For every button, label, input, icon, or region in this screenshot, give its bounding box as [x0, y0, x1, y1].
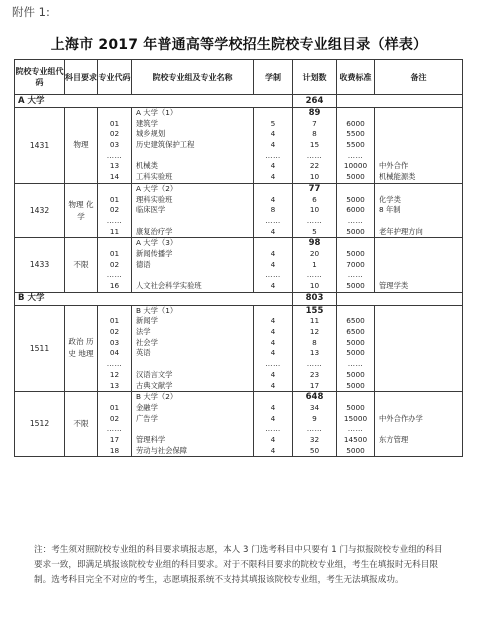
fee [337, 306, 374, 317]
remark [375, 381, 462, 392]
header-subject-requirement: 科目要求 [65, 60, 98, 95]
group-name: B 大学（1） [136, 305, 178, 315]
major-code-column [98, 183, 132, 237]
major-code-column [98, 305, 132, 392]
fee: 5500 [346, 140, 365, 150]
plan-count: 1 [312, 259, 317, 269]
group-row [15, 108, 463, 184]
duration: 4 [270, 402, 276, 412]
plan-count: 10 [309, 172, 320, 182]
remark-column [375, 305, 463, 392]
fee: 5000 [346, 172, 365, 182]
catalog-body [15, 95, 463, 457]
major-code [98, 108, 131, 119]
remark [375, 306, 462, 317]
header-major-code: 专业代码 [98, 60, 132, 95]
major-name [132, 216, 253, 227]
duration-column [254, 108, 293, 184]
fee: 10000 [343, 161, 368, 171]
major-name: 汉语言文学 [136, 369, 173, 379]
major-code-column [98, 392, 132, 457]
major-name-column [132, 108, 254, 184]
remark [375, 260, 462, 271]
fee: …… [347, 215, 364, 225]
major-name: 社会学 [136, 337, 158, 347]
major-name: 劳动与社会保障 [136, 445, 188, 455]
group-code: 1431 [15, 108, 65, 184]
duration: 4 [270, 129, 276, 139]
duration: 4 [270, 226, 276, 236]
group-total-plan: 98 [308, 238, 321, 249]
remark [375, 129, 462, 140]
major-name [132, 151, 253, 162]
remark [375, 119, 462, 130]
duration: …… [265, 270, 281, 280]
remark [375, 316, 462, 327]
fee: 6500 [346, 327, 365, 337]
duration: 4 [270, 380, 276, 390]
duration: 4 [270, 140, 276, 150]
fee [337, 184, 374, 195]
group-name: A 大学（2） [136, 183, 178, 193]
duration-column [254, 238, 293, 292]
remark: 机械能源类 [379, 172, 416, 182]
plan-count: 5 [312, 226, 317, 236]
duration: 4 [270, 337, 276, 347]
duration: 5 [270, 118, 276, 128]
duration: 4 [270, 348, 276, 358]
plan-count: 15 [309, 140, 320, 150]
duration: 4 [270, 172, 276, 182]
plan-count: …… [306, 424, 323, 434]
group-name: A 大学（3） [136, 238, 178, 248]
fee: 5000 [346, 380, 365, 390]
attachment-label: 附件 1: [12, 5, 50, 19]
major-name: 人文社会科学实验班 [136, 281, 202, 290]
remark: 老年护理方向 [379, 226, 423, 236]
remark [375, 392, 462, 403]
header-row [15, 60, 463, 95]
university-row-blank [337, 95, 463, 108]
group-total-plan: 77 [308, 183, 321, 194]
fee-column [337, 238, 375, 292]
duration [254, 108, 292, 119]
plan-count-column [293, 183, 337, 237]
plan-count: …… [306, 215, 323, 225]
fee: 5000 [346, 281, 365, 290]
major-code: 03 [109, 337, 120, 347]
major-code: …… [106, 215, 123, 225]
major-code: 04 [109, 348, 120, 358]
university-name: B 大学 [15, 292, 293, 305]
fee: 6500 [346, 316, 365, 326]
fee-column [337, 183, 375, 237]
duration: 4 [270, 248, 276, 258]
subject-requirement: 物理 [65, 108, 98, 184]
major-name: 工科实验班 [136, 172, 173, 182]
major-name-column [132, 392, 254, 457]
major-name: 建筑学 [136, 118, 158, 128]
major-code: 01 [109, 316, 120, 326]
duration: 4 [270, 327, 276, 337]
major-code: …… [106, 359, 123, 369]
university-total-plan: 803 [293, 292, 337, 305]
fee: 5000 [346, 194, 365, 204]
major-code-column [98, 238, 132, 292]
plan-count: …… [306, 359, 323, 369]
major-code [98, 238, 131, 249]
fee: 6000 [346, 118, 365, 128]
fee: 6000 [346, 205, 365, 215]
major-code: 01 [109, 194, 120, 204]
plan-count: 6 [312, 194, 317, 204]
fee [337, 108, 374, 119]
duration: 4 [270, 281, 276, 290]
major-code: 03 [109, 140, 120, 150]
remark [375, 184, 462, 195]
major-name: 历史建筑保护工程 [136, 140, 195, 150]
fee: 5000 [346, 369, 365, 379]
university-name: A 大学 [15, 95, 293, 108]
plan-count: 32 [309, 434, 320, 444]
major-code: 13 [109, 161, 120, 171]
plan-count: 8 [312, 337, 317, 347]
subject-requirement: 不限 [65, 392, 98, 457]
university-row [15, 292, 463, 305]
remark: 中外合作办学 [379, 413, 423, 423]
fee: 14500 [343, 434, 368, 444]
fee [337, 392, 374, 403]
duration: 4 [270, 369, 276, 379]
plan-count: …… [306, 150, 323, 160]
group-row [15, 305, 463, 392]
major-name: 新闻学 [136, 316, 158, 326]
plan-count-column [293, 392, 337, 457]
fee [337, 238, 374, 249]
duration: 4 [270, 413, 276, 423]
major-code: 13 [109, 380, 120, 390]
major-name: 临床医学 [136, 205, 166, 215]
major-code [98, 306, 131, 317]
header-group-and-major-name: 院校专业组及专业名称 [132, 60, 254, 95]
remark [375, 216, 462, 227]
major-code: 12 [109, 369, 120, 379]
major-name: 法学 [136, 327, 151, 337]
major-name-column [132, 305, 254, 392]
subject-requirement: 不限 [65, 238, 98, 292]
plan-count: 11 [309, 316, 320, 326]
remark-column [375, 238, 463, 292]
fee: 5500 [346, 129, 365, 139]
fee: 5000 [346, 348, 365, 358]
fee: 5000 [346, 402, 365, 412]
major-code: 02 [109, 259, 120, 269]
fee-column [337, 108, 375, 184]
major-name-column [132, 238, 254, 292]
remark [375, 327, 462, 338]
major-code: 14 [109, 172, 120, 182]
header-duration: 学制 [254, 60, 293, 95]
university-row [15, 95, 463, 108]
fee: …… [347, 359, 364, 369]
plan-count-column [293, 238, 337, 292]
duration-column [254, 392, 293, 457]
plan-count: 34 [309, 402, 320, 412]
header-group-code: 院校专业组代码 [15, 60, 65, 95]
remark: 管理学类 [379, 281, 409, 290]
remark-column [375, 183, 463, 237]
remark-column [375, 392, 463, 457]
major-name: 康复治疗学 [136, 226, 173, 236]
group-name: A 大学（1） [136, 108, 178, 117]
catalog-table [14, 59, 463, 457]
major-name [132, 424, 253, 435]
plan-count: 8 [312, 129, 317, 139]
remark [375, 348, 462, 359]
fee: …… [347, 424, 364, 434]
major-name: 德语 [136, 259, 151, 269]
plan-count-column [293, 108, 337, 184]
header-remarks: 备注 [375, 60, 463, 95]
group-total-plan: 648 [305, 392, 324, 403]
group-row [15, 183, 463, 237]
fee: …… [347, 150, 364, 160]
major-code: 01 [109, 402, 120, 412]
remark [375, 249, 462, 260]
group-total-plan: 89 [308, 108, 321, 118]
major-name: 英语 [136, 348, 151, 358]
remark: 中外合作 [379, 161, 409, 171]
footnote: 注：考生须对照院校专业组的科目要求填报志愿，本人 3 门选考科目中只要有 1 门与拟报院校专业组的科目要求一致，即满足填报该院校专业组的科目要求。对于不限科目要求的院校专业组，考生在填报时无科目限制。选考科目完全不对应的考生，志愿填报系统不支持其填报该院校专业组，考生无法填报成功。 [34, 545, 443, 585]
group-row [15, 392, 463, 457]
major-name-column [132, 183, 254, 237]
fee: 5000 [346, 226, 365, 236]
major-name: 新闻传播学 [136, 248, 173, 258]
duration: 4 [270, 259, 276, 269]
duration [254, 392, 292, 403]
duration [254, 238, 292, 249]
plan-count: 12 [309, 327, 320, 337]
major-name: 广告学 [136, 413, 158, 423]
major-code [98, 184, 131, 195]
duration-column [254, 305, 293, 392]
plan-count: 20 [309, 248, 320, 258]
remark-column [375, 108, 463, 184]
plan-count: 23 [309, 369, 320, 379]
fee-column [337, 392, 375, 457]
major-code-column [98, 108, 132, 184]
duration: 8 [270, 205, 276, 215]
remark [375, 446, 462, 457]
major-name: 理科实验班 [136, 194, 173, 204]
remark [375, 403, 462, 414]
duration: 4 [270, 316, 276, 326]
major-code: 16 [109, 281, 120, 290]
major-code: 02 [109, 205, 120, 215]
major-code: 18 [109, 445, 120, 455]
plan-count: 17 [309, 380, 320, 390]
major-name: 管理科学 [136, 434, 166, 444]
duration-column [254, 183, 293, 237]
remark [375, 140, 462, 151]
duration [254, 306, 292, 317]
group-code: 1433 [15, 238, 65, 292]
plan-count-column [293, 305, 337, 392]
duration: …… [265, 424, 281, 434]
subject-requirement: 政治 历史 地理 [65, 305, 98, 392]
plan-count: …… [306, 270, 323, 280]
group-name: B 大学（2） [136, 392, 178, 402]
fee-column [337, 305, 375, 392]
duration: 4 [270, 161, 276, 171]
remark: 东方管理 [379, 434, 409, 444]
header-plan-count: 计划数 [293, 60, 337, 95]
major-name: 金融学 [136, 402, 158, 412]
plan-count: 10 [309, 281, 320, 290]
plan-count: 10 [309, 205, 320, 215]
remark [375, 359, 462, 370]
major-name: 机械类 [136, 161, 158, 171]
major-code: 11 [109, 226, 120, 236]
plan-count: 22 [309, 161, 320, 171]
major-name [132, 270, 253, 281]
major-code: 01 [109, 248, 120, 258]
duration: 4 [270, 445, 276, 455]
fee: 7000 [346, 259, 365, 269]
duration: …… [265, 359, 281, 369]
duration: …… [265, 215, 281, 225]
duration [254, 184, 292, 195]
plan-count: 13 [309, 348, 320, 358]
major-name [132, 359, 253, 370]
remark [375, 108, 462, 119]
major-code: 17 [109, 434, 120, 444]
major-code: …… [106, 424, 123, 434]
university-row-blank [337, 292, 463, 305]
major-code: 02 [109, 129, 120, 139]
fee: …… [347, 270, 364, 280]
remark: 化学类 [379, 194, 401, 204]
header-fee: 收费标准 [337, 60, 375, 95]
university-total-plan: 264 [293, 95, 337, 108]
remark: 8 年制 [379, 205, 401, 215]
remark [375, 270, 462, 281]
major-name: 城乡规划 [136, 129, 166, 139]
major-code: 02 [109, 413, 120, 423]
plan-count: 50 [309, 445, 320, 455]
major-code: …… [106, 270, 123, 280]
remark [375, 151, 462, 162]
plan-count: 9 [312, 413, 317, 423]
group-code: 1432 [15, 183, 65, 237]
remark [375, 370, 462, 381]
major-code [98, 392, 131, 403]
remark [375, 238, 462, 249]
duration: …… [265, 150, 281, 160]
group-row [15, 238, 463, 292]
group-code: 1511 [15, 305, 65, 392]
fee: 5000 [346, 337, 365, 347]
remark [375, 338, 462, 349]
major-code: …… [106, 150, 123, 160]
duration: 4 [270, 434, 276, 444]
major-code: 01 [109, 118, 120, 128]
major-code: 02 [109, 327, 120, 337]
duration: 4 [270, 194, 276, 204]
major-name: 古典文献学 [136, 380, 173, 390]
subject-requirement: 物理 化学 [65, 183, 98, 237]
document-title: 上海市 2017 年普通高等学校招生院校专业组目录（样表） [50, 37, 428, 53]
plan-count: 7 [312, 118, 317, 128]
group-code: 1512 [15, 392, 65, 457]
fee: 15000 [343, 413, 368, 423]
fee: 5000 [346, 445, 365, 455]
remark [375, 424, 462, 435]
group-total-plan: 155 [305, 305, 324, 316]
fee: 5000 [346, 248, 365, 258]
